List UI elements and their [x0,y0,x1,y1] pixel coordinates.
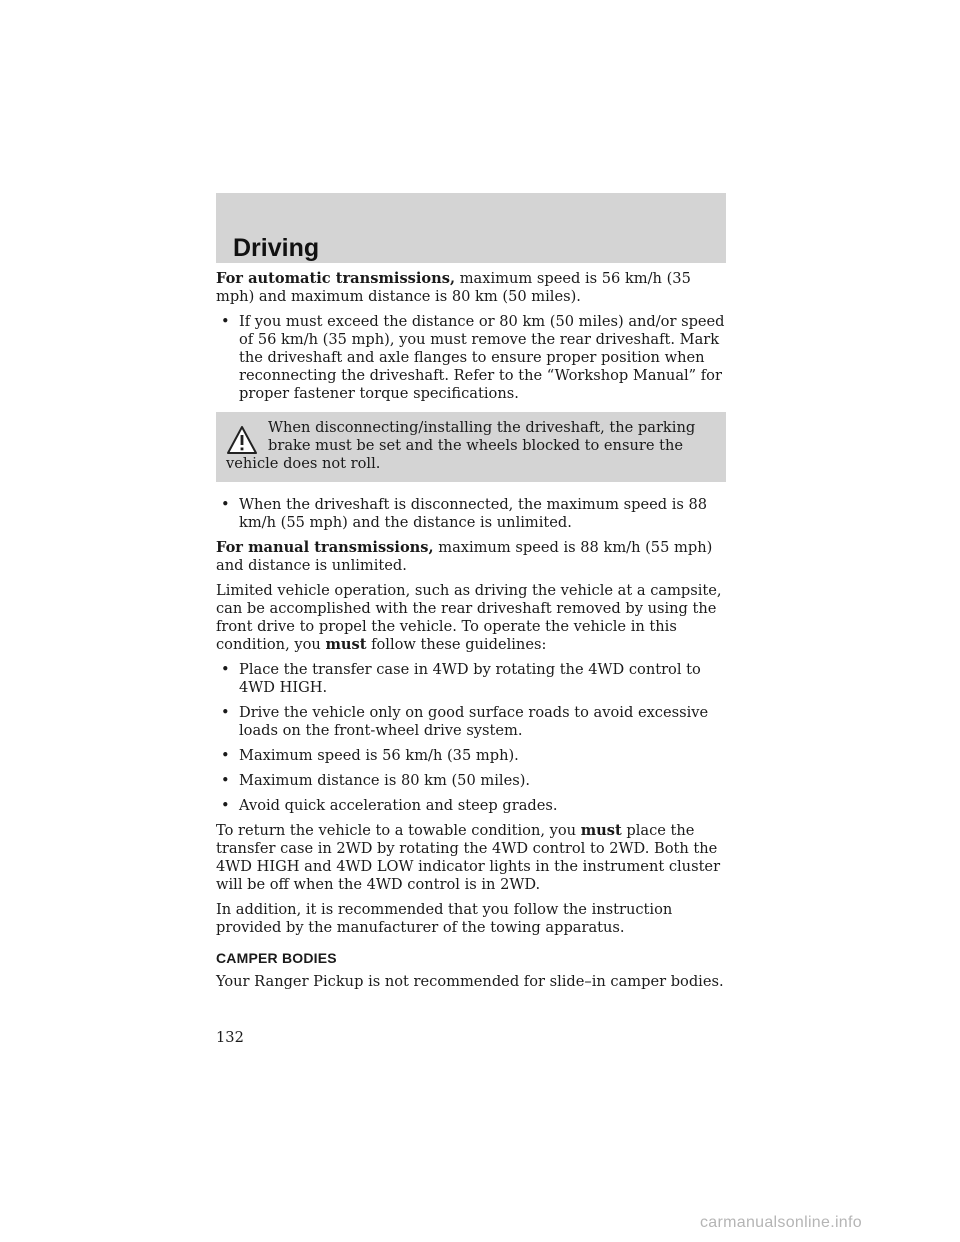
page-content [216,270,726,998]
list-item-text: Avoid quick acceleration and steep grades. [239,797,558,814]
auto-lead: For automatic transmissions, [216,270,456,287]
list-item-text: When the driveshaft is disconnected, the maximum speed is 88 km/h (55 mph) and the distance is unlimited. [239,496,708,531]
limited-text-end: follow these guidelines: [366,636,547,653]
bullet-glyph: • [221,797,230,814]
must-emphasis: must [580,822,622,839]
camper-bodies-paragraph: Your Ranger Pickup is not recommended for slide–in camper bodies. [216,973,724,990]
bullet-glyph: • [221,747,230,764]
limited-text: Limited vehicle operation, such as driving the vehicle at a campsite, can be accomplished with the rear driveshaft removed by using the front drive to propel the vehicle. To operate the vehicle in this condition, you [216,582,722,653]
bullet-glyph: • [221,772,230,789]
list-item-text: If you must exceed the distance or 80 km (50 miles) and/or speed of 56 km/h (35 mph), you must remove the rear driveshaft. Mark the driveshaft and axle flanges to ensure proper position when reconnecting the driveshaft. Refer to the “Workshop Manual” for proper fastener torque specifications. [239,313,725,402]
auto-transmission-paragraph [216,270,726,306]
bullet-glyph: • [221,661,230,678]
warning-triangle-icon [226,425,258,455]
must-emphasis: must [325,636,367,653]
addition-paragraph: In addition, it is recommended that you follow the instruction provided by the manufacturer of the towing apparatus. [216,901,673,936]
return-text: To return the vehicle to a towable condition, you [216,822,581,839]
manual-text: maximum speed is 88 km/h (55 mph) and distance is unlimited. [216,539,713,574]
list-item [216,496,726,532]
warning-text: When disconnecting/installing the driveshaft, the parking brake must be set and the wheels blocked to ensure the vehicle does not roll. [226,419,696,472]
return-paragraph [216,822,726,894]
manual-lead: For manual transmissions, [216,539,434,556]
list-item [216,747,726,765]
bullet-glyph: • [221,496,230,513]
list-item-text: Drive the vehicle only on good surface roads to avoid excessive loads on the front-wheel drive system. [239,704,709,739]
bullet-glyph: • [221,313,230,330]
return-text-end: place the transfer case in 2WD by rotating the 4WD control to 2WD. Both the 4WD HIGH and 4WD LOW indicator lights in the instrument cluster will be off when the 4WD control is in 2WD. [216,822,721,893]
list-item-text: Place the transfer case in 4WD by rotating the 4WD control to 4WD HIGH. [239,661,701,696]
page-number: 132 [216,1029,244,1046]
watermark: carmanualsonline.info [700,1214,862,1231]
list-item-text: Maximum distance is 80 km (50 miles). [239,772,531,789]
list-item-text: Maximum speed is 56 km/h (35 mph). [239,747,519,764]
limited-operation-paragraph [216,582,726,654]
list-item [216,661,726,697]
camper-bodies-heading: CAMPER BODIES [216,950,337,966]
section-title: Driving [233,234,320,262]
manual-transmission-paragraph [216,539,726,575]
list-item [216,313,726,403]
bullet-glyph: • [221,704,230,721]
list-item [216,797,726,815]
list-item [216,704,726,740]
list-item [216,772,726,790]
warning-box [216,412,726,482]
auto-text: maximum speed is 56 km/h (35 mph) and maximum distance is 80 km (50 miles). [216,270,691,305]
